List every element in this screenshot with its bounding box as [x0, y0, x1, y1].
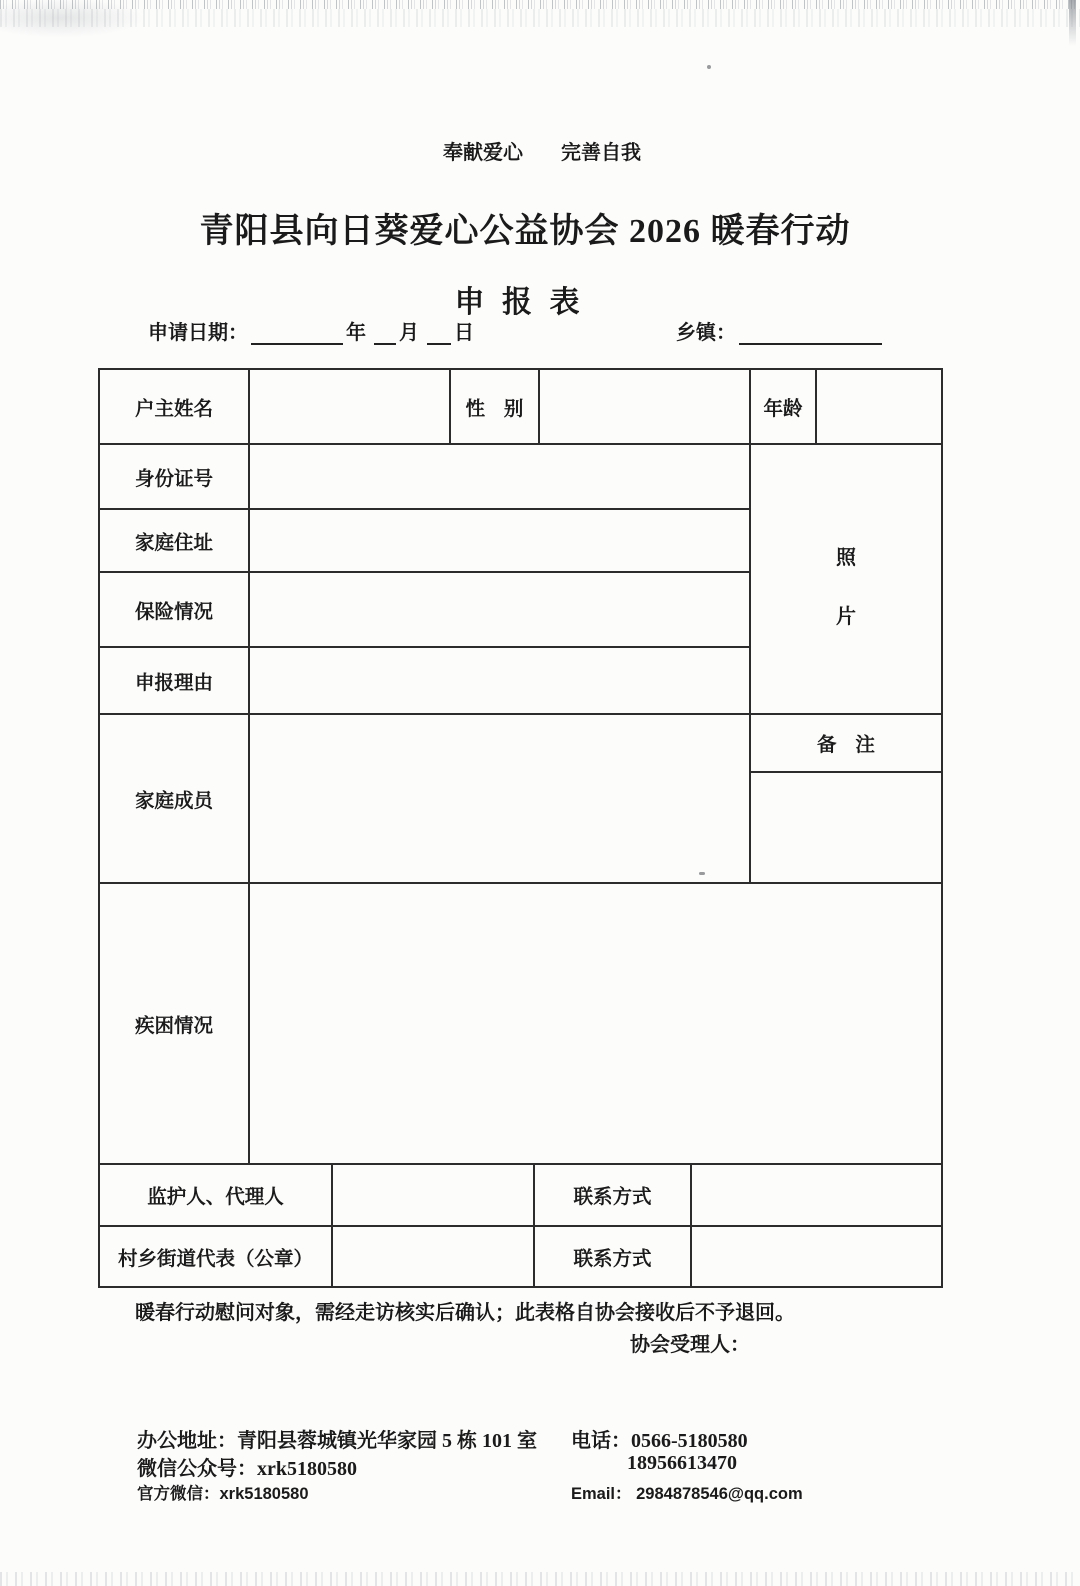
application-date-label: 申请日期：: [148, 322, 248, 344]
scan-noise-top: [0, 0, 1080, 9]
township-blank: [739, 323, 882, 345]
photo-cell: [750, 444, 942, 714]
table-row: [99, 714, 942, 772]
phone-label: 电话：: [571, 1430, 631, 1452]
association-acceptor-label: 协会受理人：: [630, 1334, 750, 1356]
householder-name-label: 户主姓名: [99, 369, 249, 444]
gender-label: 性 别: [450, 369, 539, 444]
age-label: 年龄: [750, 369, 816, 444]
photo-char-2: 片: [836, 606, 856, 628]
remark-cell: [750, 772, 942, 883]
guardian-contact-label: 联系方式: [534, 1164, 691, 1226]
table-row: [99, 1226, 942, 1287]
application-date-line: [148, 316, 474, 345]
table-row: [99, 1164, 942, 1226]
date-day-blank: [427, 323, 451, 345]
illness-situation-cell: [249, 883, 942, 1164]
scan-edge-streak: [1069, 0, 1076, 46]
age-cell: [816, 369, 942, 444]
table-row: [99, 883, 942, 1164]
phone-line: [571, 1424, 748, 1453]
guardian-agent-label: 监护人、代理人: [99, 1164, 332, 1226]
application-reason-cell: [249, 647, 750, 714]
id-number-cell: [249, 444, 750, 509]
scan-noise-bottom: [0, 1572, 1080, 1586]
wechat-public-line: [137, 1452, 357, 1481]
family-members-label: 家庭成员: [99, 714, 249, 883]
guardian-contact-cell: [691, 1164, 942, 1226]
email-label: Email：: [571, 1485, 632, 1503]
phone-value-2: 18956613470: [627, 1452, 737, 1474]
scan-blotch: [0, 0, 220, 60]
village-representative-cell: [332, 1226, 534, 1287]
village-contact-cell: [691, 1226, 942, 1287]
motto-right: 完善自我: [561, 142, 641, 164]
village-contact-label: 联系方式: [534, 1226, 691, 1287]
table-row: [99, 369, 942, 444]
illness-situation-label: 疾困情况: [99, 883, 249, 1164]
month-label: 月: [399, 322, 419, 344]
form-name: 申 报 表: [454, 286, 580, 319]
photo-placeholder: [751, 529, 941, 629]
application-form-table: [98, 368, 943, 1165]
signature-table: [98, 1163, 943, 1288]
householder-name-cell: [249, 369, 450, 444]
gender-cell: [539, 369, 750, 444]
application-reason-label: 申报理由: [99, 647, 249, 714]
email-value: 2984878546@qq.com: [636, 1485, 803, 1503]
year-label: 年: [346, 322, 366, 344]
township-label: 乡镇：: [676, 322, 736, 344]
motto: [443, 136, 641, 165]
wechat-official-line: [137, 1480, 309, 1504]
scan-noise-top-fade: [0, 9, 1080, 27]
remark-label: 备 注: [750, 714, 942, 772]
date-month-blank: [374, 323, 396, 345]
email-line: [571, 1480, 803, 1504]
office-address-label: 办公地址：: [137, 1430, 237, 1452]
office-address-value: 青阳县蓉城镇光华家园 5 栋 101 室: [237, 1430, 537, 1452]
photo-char-1: 照: [836, 547, 856, 569]
family-members-cell: [249, 714, 750, 883]
home-address-cell: [249, 509, 750, 572]
wechat-official-label: 官方微信：: [137, 1485, 220, 1503]
township-line: [676, 316, 885, 345]
home-address-label: 家庭住址: [99, 509, 249, 572]
insurance-cell: [249, 572, 750, 647]
day-label: 日: [454, 322, 474, 344]
document-title: 青阳县向日葵爱心公益协会 2026 暖春行动: [199, 213, 851, 250]
phone-value: 0566-5180580: [631, 1430, 748, 1452]
wechat-public-label: 微信公众号：: [137, 1458, 257, 1480]
scan-speck: [707, 65, 711, 69]
insurance-label: 保险情况: [99, 572, 249, 647]
disclaimer-note: 暖春行动慰问对象，需经走访核实后确认；此表格自协会接收后不予退回。: [135, 1302, 795, 1324]
wechat-public-value: xrk5180580: [257, 1458, 357, 1480]
village-representative-label: 村乡街道代表（公章）: [99, 1226, 332, 1287]
date-year-blank: [251, 323, 343, 345]
wechat-official-value: xrk5180580: [219, 1485, 309, 1503]
phone-line-2: [627, 1452, 737, 1475]
office-address-line: [137, 1424, 537, 1453]
id-number-label: 身份证号: [99, 444, 249, 509]
table-row: [99, 444, 942, 509]
guardian-agent-cell: [332, 1164, 534, 1226]
motto-left: 奉献爱心: [443, 142, 523, 164]
